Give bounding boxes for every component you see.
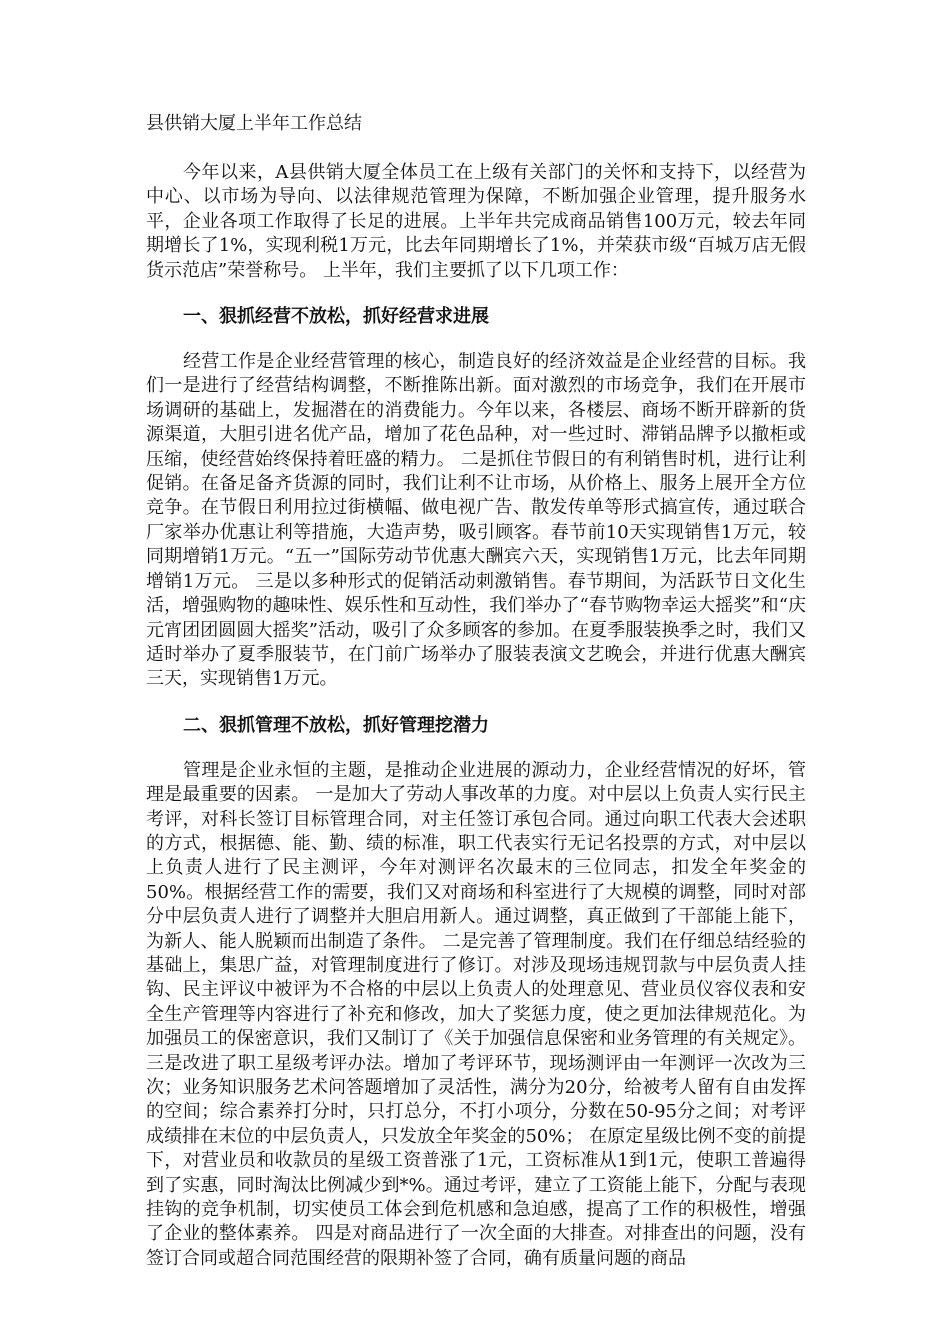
section-heading-1: 一、狠抓经营不放松，抓好经营求进展 bbox=[183, 306, 489, 328]
section-body-2: 管理是企业永恒的主题，是推动企业进展的源动力，企业经营情况的好坏，管理是最重要的因素。 一是加大了劳动人事改革的力度。对中层以上负责人实行民主考评，对科长签订目标管理合同，对主任签订承包合同。通过向职工代表大会述职的方式，根据德、能、勤、绩的标准，职工代表实行无记名投票的方式，对中层以上负责人进行了民主测评，今年对测评名次最末的三位同志，扣发全年奖金的50%。根据经营工作的需要，我们又对商场和科室进行了大规模的调整，同时对部分中层负责人进行了调整并大胆启用新人。通过调整，真正做到了干部能上能下，为新人、能人脱颖而出制造了条件。 二是完善了管理制度。我们在仔细总结经验的基础上，集思广益，对管理制度进行了修订。对涉及现场违规罚款与中层负责人挂钩、民主评议中被评为不合格的中层以上负责人的处理意见、营业员仪容仪表和安全生产管理等内容进行了补充和修改，加大了奖惩力度，使之更加法律规范化。为加强员工的保密意识，我们又制订了《关于加强信息保密和业务管理的有关规定》。 三是改进了职工星级考评办法。增加了考评环节，现场测评由一年测评一次改为三次；业务知识服务艺术问答题增加了灵活性，满分为20分，给被考人留有自由发挥的空间；综合素养打分时，只打总分，不打小项分，分数在50-95分之间；对考评成绩排在末位的中层负责人，只发放全年奖金的50%； 在原定星级比例不变的前提下，对营业员和收款员的星级工资普涨了1元，工资标准从1到1元，使职工普遍得到了实惠，同时淘汰比例减少到*%。通过考评，建立了工资能上能下，分配与表现挂钩的竞争机制，切实使员工体会到危机感和急迫感，提高了工作的积极性，增强了企业的整体素养。 四是对商品进行了一次全面的大排查。对排查出的问题，没有签订合同或超合同范围经营的限期补签了合同，确有质量问题的商品 bbox=[146, 759, 806, 1269]
section-heading-2: 二、狠抓管理不放松，抓好管理挖潜力 bbox=[183, 714, 489, 736]
section-body-1: 经营工作是企业经营管理的核心，制造良好的经济效益是企业经营的目标。我们一是进行了经营结构调整，不断推陈出新。面对激烈的市场竞争，我们在开展市场调研的基础上，发掘潜在的消费能力。今年以来，各楼层、商场不断开辟新的货源渠道，大胆引进名优产品，增加了花色品种，对一些过时、滞销品牌予以撤柜或压缩，使经营始终保持着旺盛的精力。 二是抓住节假日的有利销售时机，进行让利促销。在备足备齐货源的同时，我们让利不让市场，从价格上、服务上展开全方位竞争。在节假日利用拉过街横幅、做电视广告、散发传单等形式搞宣传，通过联合厂家举办优惠让利等措施，大造声势，吸引顾客。春节前10天实现销售1万元，较同期增销1万元。“五一”国际劳动节优惠大酬宾六天，实现销售1万元，比去年同期增销1万元。 三是以多种形式的促销活动刺激销售。春节期间，为活跃节日文化生活，增强购物的趣味性、娱乐性和互动性，我们举办了“春节购物幸运大摇奖”和“庆元宵团团圆圆大摇奖”活动，吸引了众多顾客的参加。在夏季服装换季之时，我们又适时举办了夏季服装节，在门前广场举办了服装表演文艺晚会，并进行优惠大酬宾三天，实现销售1万元。 bbox=[146, 351, 806, 690]
document-title: 县供销大厦上半年工作总结 bbox=[146, 113, 362, 134]
intro-paragraph: 今年以来，A县供销大厦全体员工在上级有关部门的关怀和支持下，以经营为中心、以市场为导向、以法律规范管理为保障，不断加强企业管理，提升服务水平，企业各项工作取得了长足的进展。上半年共完成商品销售100万元，较去年同期增长了1%，实现利税1万元，比去年同期增长了1%，并荣获市级“百城万店无假货示范店”荣誉称号。 上半年，我们主要抓了以下几项工作： bbox=[146, 162, 806, 281]
document-page bbox=[146, 112, 806, 1271]
